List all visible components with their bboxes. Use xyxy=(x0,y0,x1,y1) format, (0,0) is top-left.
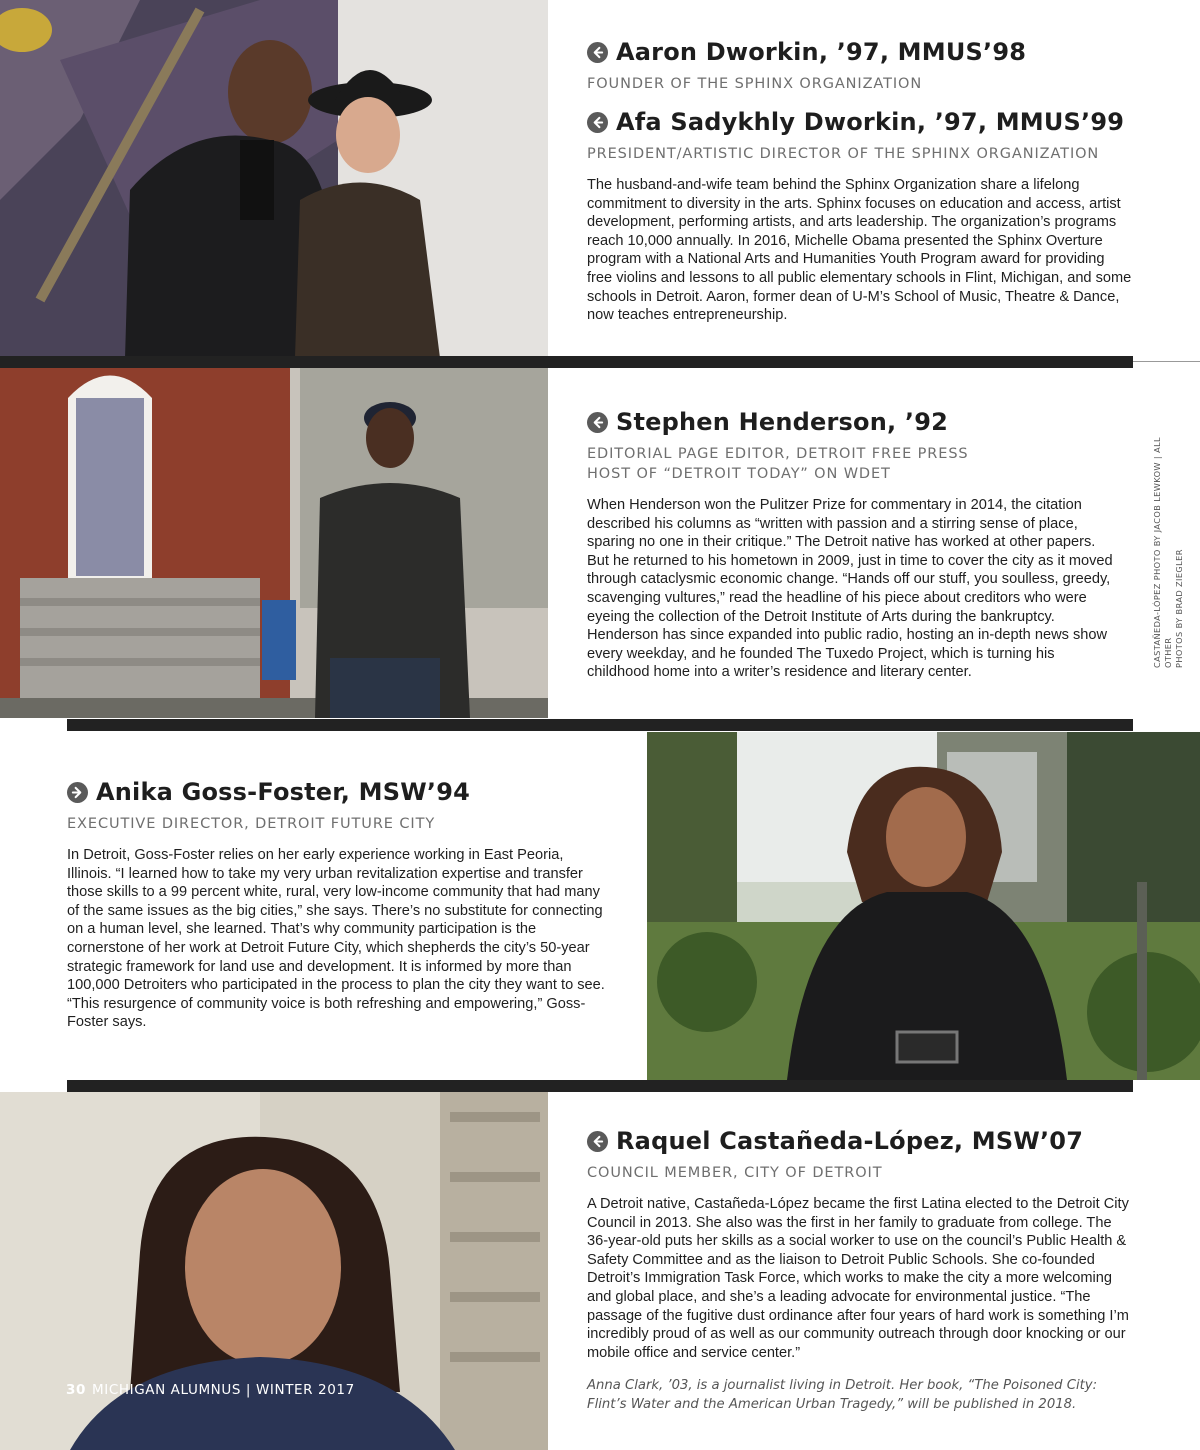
henderson-photo xyxy=(0,368,548,718)
profile-role: EDITORIAL PAGE EDITOR, DETROIT FREE PRESS xyxy=(587,446,969,462)
profile-body: When Henderson won the Pulitzer Prize for commentary in 2014, the citation described his columns as “written with passion and a stirring sense of place, sparing no one in their critique.” The Detroit native has worked at other papers. But he returned to his hometown in 2009, just in time to cover the city as it moved through cataclysmic economic change. “Hands off our stuff, you soulless, greedy, scavenging vultures,” read the headline of his piece about creditors who were eyeing the collection of the Detroit Institute of Arts during the bankruptcy. Henderson has since expanded into public radio, hosting an in-depth news show every weekday, and he founded The Tuxedo Project, which is turning his childhood home into a writer’s residence and literary center. xyxy=(587,497,1113,681)
profile-body: The husband-and-wife team behind the Sphinx Organization share a lifelong commitment to diversity in the arts. Sphinx focuses on education and access, artist development, performing artists, and arts leadership. The organization’s programs reach 10,000 annually. In 2016, Michelle Obama presented the Sphinx Overture program with a National Arts and Humanities Youth Program award for providing free violins and lessons to all public elementary schools in Flint, Michigan, and some schools in Detroit. Aaron, former dean of U-M’s School of Music, Theatre & Dance, now teaches entrepreneurship. xyxy=(587,177,1132,324)
profile-name: Aaron Dworkin, ’97, MMUS’98 xyxy=(616,38,1027,66)
profile-name: Afa Sadykhly Dworkin, ’97, MMUS’99 xyxy=(616,108,1125,136)
profile-role: FOUNDER OF THE SPHINX ORGANIZATION xyxy=(587,76,923,92)
page-folio xyxy=(66,1382,355,1398)
profile-goss-foster xyxy=(67,778,612,1032)
author-note: Anna Clark, ’03, is a journalist living in Detroit. Her book, “The Poisoned City: Flint’s Water and the American Urban Tragedy,” will be published in 2018. xyxy=(587,1378,1098,1413)
profile-name: Raquel Castañeda-López, MSW’07 xyxy=(616,1127,1084,1155)
profile-name: Stephen Henderson, ’92 xyxy=(616,408,949,436)
arrow-left-circle-icon xyxy=(587,412,608,433)
section-divider xyxy=(0,356,1133,368)
arrow-left-circle-icon xyxy=(587,1131,608,1152)
publication-name: MICHIGAN ALUMNUS | WINTER 2017 xyxy=(92,1382,355,1398)
section-divider-hairline xyxy=(1133,361,1200,362)
photo-credit-line: CASTAÑEDA-LÓPEZ PHOTO BY JACOB LEWKOW | ALL OTHER xyxy=(1152,437,1173,668)
profile-role: HOST OF “DETROIT TODAY” ON WDET xyxy=(587,466,891,482)
section-divider xyxy=(67,719,1133,731)
profile-dworkin xyxy=(587,38,1132,325)
dworkin-couple-photo xyxy=(0,0,548,358)
profile-role: PRESIDENT/ARTISTIC DIRECTOR OF THE SPHINX ORGANIZATION xyxy=(587,146,1100,162)
goss-foster-photo xyxy=(647,732,1200,1080)
photo-credit-line: PHOTOS BY BRAD ZIEGLER xyxy=(1174,549,1184,668)
profile-castaneda-lopez xyxy=(587,1127,1132,1414)
section-divider xyxy=(67,1080,1133,1092)
arrow-left-circle-icon xyxy=(587,42,608,63)
profile-role: EXECUTIVE DIRECTOR, DETROIT FUTURE CITY xyxy=(67,816,436,832)
page-number: 30 xyxy=(66,1382,86,1398)
profile-henderson xyxy=(587,408,1117,682)
profile-body: A Detroit native, Castañeda-López became the first Latina elected to the Detroit City Council in 2013. She also was the first in her family to graduate from college. The 36-year-old puts her skills as a social worker to use on the council’s Public Health & Safety Committee and as the liaison to Detroit Public Schools. She co-founded Detroit’s Immigration Task Force, which works to make the city a more welcoming and global place, and she’s a leading advocate for environmental justice. “The passage of the fugitive dust ordinance after four years of hard work is something I’m incredibly proud of as well as our community outreach through door knocking or our mobile office and service center.” xyxy=(587,1196,1129,1361)
arrow-right-circle-icon xyxy=(67,782,88,803)
profile-body: In Detroit, Goss-Foster relies on her early experience working in East Peoria, Illinois. “I learned how to take my very urban revitalization expertise and transfer those skills to a 99 percent white, rural, very low-income community that had many of the same issues as the big cities,” she says. There’s no substitute for connecting on a human level, she learned. That’s why community participation is the cornerstone of her work at Detroit Future City, which shepherds the city’s 50-year strategic framework for land use and development. It is informed by more than 100,000 Detroiters who participated in the process to plan the city they want to see. “This resurgence of community voice is both refreshing and empowering,” Goss-Foster says. xyxy=(67,847,605,1031)
photo-credit xyxy=(1152,408,1185,668)
profile-name: Anika Goss-Foster, MSW’94 xyxy=(96,778,470,806)
profile-role: COUNCIL MEMBER, CITY OF DETROIT xyxy=(587,1165,883,1181)
arrow-left-circle-icon xyxy=(587,112,608,133)
